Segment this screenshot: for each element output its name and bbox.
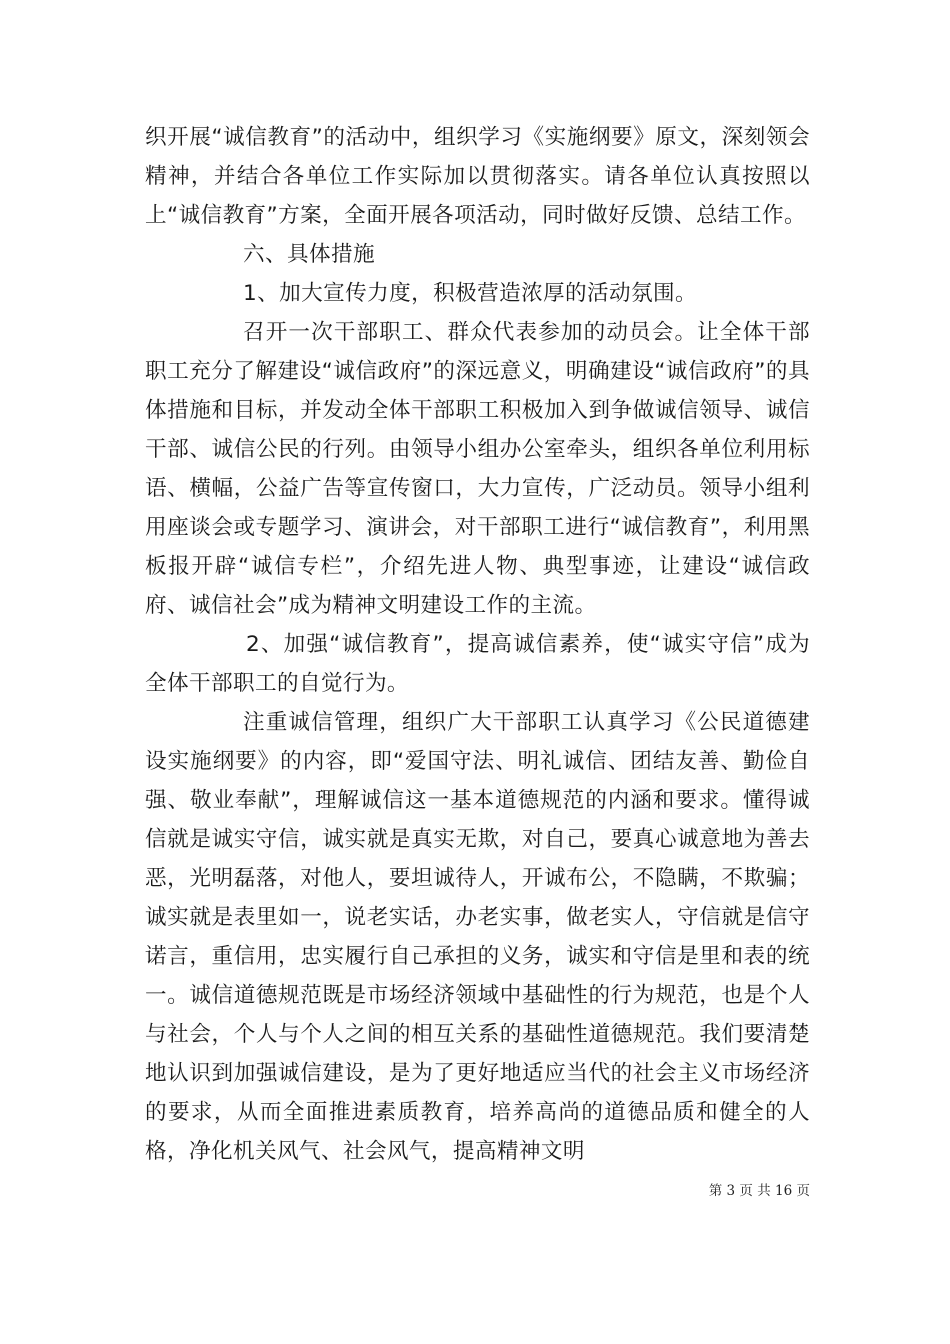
- paragraph-integrity-management: 注重诚信管理，组织广大干部职工认真学习《公民道德建设实施纲要》的内容，即“爱国守法、明礼诚信、团结友善、勤俭自强、敬业奉献”，理解诚信这一基本道德规范的内涵和要求。懂得诚信就是诚实守信，诚实就是真实无欺，对自己，要真心诚意地为善去恶，光明磊落，对他人，要坦诚待人，开诚布公，不隐瞒，不欺骗；诚实就是表里如一，说老实话，办老实事，做老实人，守信就是信守诺言，重信用，忠实履行自己承担的义务，诚实和守信是里和表的统一。诚信道德规范既是市场经济领域中基础性的行为规范，也是个人与社会，个人与个人之间的相互关系的基础性道德规范。我们要清楚地认识到加强诚信建设，是为了更好地适应当代的社会主义市场经济的要求，从而全面推进素质教育，培养高尚的道德品质和健全的人格，净化机关风气、社会风气，提高精神文明: [145, 710, 810, 1164]
- section-heading-measures: 六、具体措施: [243, 242, 375, 267]
- measure-heading-1: 1、加大宣传力度，积极营造浓厚的活动氛围。: [243, 281, 698, 306]
- paragraph-mobilization: 召开一次干部职工、群众代表参加的动员会。让全体干部职工充分了解建设“诚信政府”的深远意义，明确建设“诚信政府”的具体措施和目标，并发动全体干部职工积极加入到争做诚信领导、诚信干部、诚信公民的行列。由领导小组办公室牵头，组织各单位利用标语、横幅，公益广告等宣传窗口，大力宣传，广泛动员。领导小组利用座谈会或专题学习、演讲会，对干部职工进行“诚信教育”，利用黑板报开辟“诚信专栏”，介绍先进人物、典型事迹，让建设“诚信政府、诚信社会”成为精神文明建设工作的主流。: [145, 320, 810, 618]
- document-body: [145, 118, 810, 1171]
- measure-heading-2: 2、加强“诚信教育”，提高诚信素养，使“诚实守信”成为全体干部职工的自觉行为。: [145, 632, 810, 696]
- paragraph-continuation: 织开展“诚信教育”的活动中，组织学习《实施纲要》原文，深刻领会精神，并结合各单位工作实际加以贯彻落实。请各单位认真按照以上“诚信教育”方案，全面开展各项活动，同时做好反馈、总结工作。: [145, 125, 810, 228]
- page-number-footer: 第 3 页 共 16 页: [708, 1183, 810, 1199]
